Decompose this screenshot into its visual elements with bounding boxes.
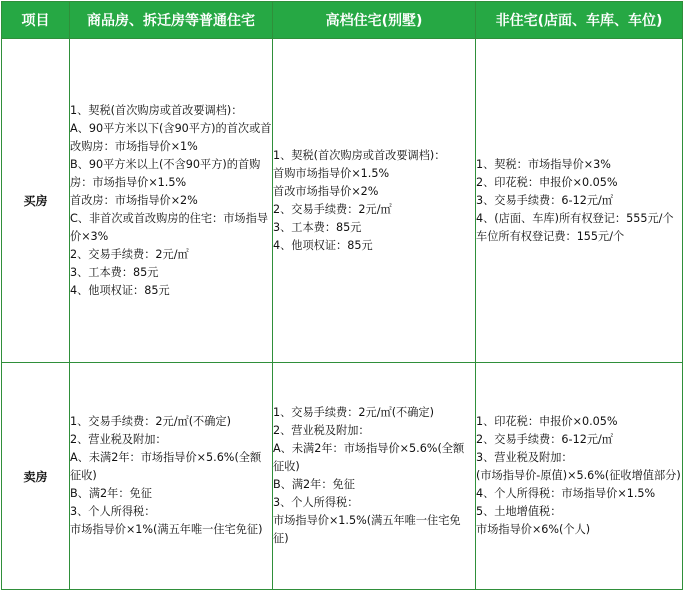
cell-buy-ordinary bbox=[70, 39, 273, 363]
cell-line: 2、营业税及附加： bbox=[70, 433, 167, 446]
table-header bbox=[2, 2, 683, 39]
cell-sell-luxury bbox=[273, 363, 476, 590]
header-luxury-housing: 高档住宅(别墅) bbox=[273, 2, 476, 39]
cell-line: 3、营业税及附加： bbox=[476, 451, 573, 464]
cell-line: 3、工本费：85元 bbox=[273, 220, 362, 234]
cell-line: 2、交易手续费：2元/㎡ bbox=[70, 247, 189, 261]
table-row-buy bbox=[2, 39, 683, 363]
cell-line: A、未满2年：市场指导价×5.6%(全额征收) bbox=[273, 442, 465, 473]
cell-sell-ordinary bbox=[70, 363, 273, 590]
cell-line: 1、印花税：申报价×0.05% bbox=[476, 415, 618, 428]
cell-line: 1、契税(首次购房或首改要调档)： bbox=[273, 148, 446, 162]
cell-line: 4、(店面、车库)所有权登记：555元/个 bbox=[476, 211, 674, 225]
row-label-sell: 卖房 bbox=[2, 363, 70, 590]
cell-line: 5、土地增值税： bbox=[476, 505, 562, 518]
cell-line: 4、他项权证：85元 bbox=[273, 238, 373, 252]
cell-line: 3、工本费：85元 bbox=[70, 265, 159, 279]
cell-line: B、90平方米以上(不含90平方)的首购房：市场指导价×1.5% bbox=[70, 157, 261, 189]
cell-line: 4、他项权证：85元 bbox=[70, 283, 170, 297]
cell-line: A、未满2年：市场指导价×5.6%(全额征收) bbox=[70, 451, 262, 482]
cell-line: 3、个人所得税： bbox=[273, 496, 359, 509]
row-label-buy: 买房 bbox=[2, 39, 70, 363]
cell-line: 市场指导价×1%(满五年唯一住宅免征) bbox=[70, 523, 263, 536]
cell-line: 3、个人所得税： bbox=[70, 505, 156, 518]
cell-line: 2、营业税及附加： bbox=[273, 424, 370, 437]
cell-line: 车位所有权登记费：155元/个 bbox=[476, 229, 625, 243]
cell-line: 1、契税：市场指导价×3% bbox=[476, 157, 611, 171]
header-ordinary-housing: 商品房、拆迁房等普通住宅 bbox=[70, 2, 273, 39]
cell-line: 1、交易手续费：2元/㎡(不确定) bbox=[70, 415, 231, 428]
cell-line: C、非首次或首改购房的住宅：市场指导价×3% bbox=[70, 211, 269, 243]
cell-buy-non-residential bbox=[476, 39, 683, 363]
cell-line: 1、契税(首次购房或首改要调档)： bbox=[70, 103, 243, 117]
cell-line: 首改房：市场指导价×2% bbox=[70, 193, 198, 207]
cell-line: 3、交易手续费：6-12元/㎡ bbox=[476, 193, 613, 207]
cell-line: B、满2年：免征 bbox=[273, 478, 355, 491]
table-row-sell bbox=[2, 363, 683, 590]
header-item: 项目 bbox=[2, 2, 70, 39]
cell-line: 市场指导价×1.5%(满五年唯一住宅免征) bbox=[273, 514, 461, 545]
cell-line: 2、交易手续费：2元/㎡ bbox=[273, 202, 392, 216]
tax-fee-table bbox=[1, 1, 683, 590]
cell-line: (市场指导价-原值)×5.6%(征收增值部分) bbox=[476, 469, 681, 482]
cell-buy-luxury bbox=[273, 39, 476, 363]
cell-line: 市场指导价×6%(个人) bbox=[476, 523, 591, 536]
cell-line: 4、个人所得税：市场指导价×1.5% bbox=[476, 487, 656, 500]
cell-line: 2、印花税：申报价×0.05% bbox=[476, 175, 618, 189]
cell-sell-non-residential bbox=[476, 363, 683, 590]
header-non-residential: 非住宅(店面、车库、车位) bbox=[476, 2, 683, 39]
cell-line: 2、交易手续费：6-12元/㎡ bbox=[476, 433, 613, 446]
cell-line: 首购市场指导价×1.5% bbox=[273, 166, 390, 180]
header-row bbox=[2, 2, 683, 39]
cell-line: 1、交易手续费：2元/㎡(不确定) bbox=[273, 406, 434, 419]
cell-line: A、90平方米以下(含90平方)的首次或首改购房：市场指导价×1% bbox=[70, 121, 272, 153]
cell-line: B、满2年：免征 bbox=[70, 487, 152, 500]
cell-line: 首改市场指导价×2% bbox=[273, 184, 379, 198]
